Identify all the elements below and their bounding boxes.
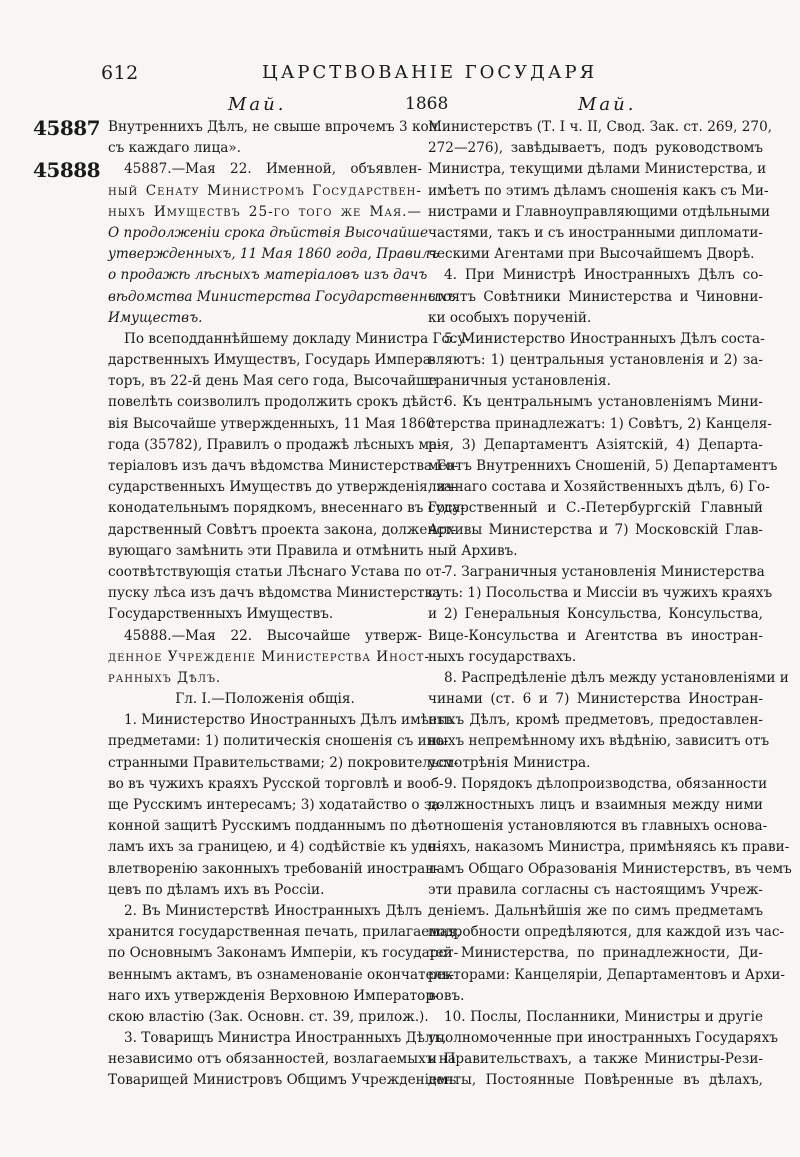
text-line: 45888.—Мая 22. Высочайше утверж-: [124, 627, 422, 644]
text-line: 6. Къ центральнымъ установленіямъ Мини-: [444, 394, 763, 411]
running-title: ЦАРСТВОВАНІЕ ГОСУДАРЯ: [262, 62, 598, 83]
text-line: эти правила согласны съ настоящимъ Учреж-: [428, 881, 763, 898]
text-line: вляютъ: 1) центральныя установленія и 2) за-: [428, 352, 763, 369]
text-line: наго ихъ утвержденія Верховною Император-: [108, 987, 439, 1004]
text-line: 9. Порядокъ дѣлопроизводства, обязанности: [444, 775, 768, 792]
text-line: теріаловъ изъ дачъ вѣдомства Министерства Го-: [108, 458, 459, 474]
text-line: и Правительствахъ, а также Министры-Рези-: [428, 1051, 763, 1068]
text-line: хранится государственная печать, прилагаемая,: [108, 924, 461, 941]
text-line: торъ, въ 22-й день Мая сего года, Высочайше: [108, 373, 437, 390]
text-line: пуску лѣса изъ дачъ вѣдомства Министерства: [108, 585, 441, 602]
text-line: ніяхъ, наказомъ Министра, примѣняясь къ прави-: [428, 839, 790, 856]
text-line: сударственныхъ Имуществъ до утвержденія, за-: [108, 479, 457, 496]
text-line: 4. При Министрѣ Иностранныхъ Дѣлъ со-: [444, 267, 763, 284]
year: 1868: [405, 94, 449, 114]
text-line: 7. Заграничныя установленія Министерства: [444, 563, 765, 580]
text-line: ныхъ государствахъ.: [428, 648, 577, 665]
text-line: цевъ по дѣламъ ихъ въ Россіи.: [108, 881, 325, 898]
page-number: 612: [101, 62, 139, 84]
text-line: ментъ Внутреннихъ Сношеній, 5) Департаментъ: [428, 458, 778, 474]
text-line: веннымъ актамъ, въ ознаменованіе окончатель-: [108, 966, 455, 983]
text-line: ный Сенату Министромъ Государствен-: [108, 182, 422, 199]
text-line: ческими Агентами при Высочайшемъ Дворѣ.: [428, 246, 755, 263]
text-line: вующаго замѣнить эти Правила и отмѣнить: [108, 542, 424, 559]
text-line: конной защитѣ Русскимъ подданнымъ по дѣ-: [108, 818, 433, 835]
text-line: личнаго состава и Хозяйственныхъ дѣлъ, 6) Го-: [428, 479, 770, 496]
text-line: ныхъ непремѣнному ихъ вѣдѣнію, зависитъ отъ: [428, 733, 770, 750]
text-line: деніемъ. Дальнѣйшія же по симъ предметамъ: [428, 902, 763, 919]
text-line: тей Министерства, по принадлежности, Ди-: [428, 945, 763, 962]
text-line: Архивы Министерства и 7) Московскій Глав-: [428, 521, 763, 538]
text-line: дарственный Совѣтъ проекта закона, долженст-: [108, 521, 457, 538]
text-line: дарственныхъ Имуществъ, Государь Импера-: [108, 352, 436, 369]
month-right: Май.: [578, 94, 637, 115]
margin-number: 45887: [33, 116, 101, 140]
text-line: 5. Министерство Иностранныхъ Дѣлъ соста-: [444, 330, 765, 347]
text-line: чинами (ст. 6 и 7) Министерства Иностран-: [428, 691, 763, 708]
text-line: нистрами и Главноуправляющими отдѣльными: [428, 203, 771, 220]
text-line: 3. Товарищъ Министра Иностранныхъ Дѣлъ,: [124, 1030, 447, 1047]
text-line: 2. Въ Министерствѣ Иностранныхъ Дѣлъ: [124, 902, 422, 919]
text-line: Имуществъ.: [108, 309, 203, 326]
text-line: Товарищей Министровъ Общимъ Учрежденіемъ: [108, 1072, 457, 1089]
text-line: ранныхъ Дѣлъ.: [108, 669, 222, 686]
text-line: подробности опредѣляются, для каждой изъ час-: [428, 924, 785, 941]
text-line: во въ чужихъ краяхъ Русской торговлѣ и вооб-: [108, 775, 444, 792]
text-line: соотвѣтствующія статьи Лѣснаго Устава по от-: [108, 563, 446, 580]
text-line: Гл. I.—Положенія общія.: [175, 691, 355, 708]
text-line: ныхъ Имуществъ 25-го того же Мая.—: [108, 203, 422, 220]
text-line: рія, 3) Департаментъ Азіятскій, 4) Департа-: [428, 436, 763, 453]
text-line: и 2) Генеральныя Консульства, Консульства,: [428, 606, 763, 623]
text-line: странными Правительствами; 2) покровительст-: [108, 754, 459, 771]
text-line: 10. Послы, Посланники, Министры и другіе: [444, 1008, 763, 1025]
text-line: о продажѣ лѣсныхъ матеріаловъ изъ дачъ: [108, 267, 428, 284]
text-line: ный Архивъ.: [428, 542, 518, 559]
text-line: уполномоченные при иностранныхъ Государяхъ: [428, 1030, 779, 1047]
text-line: повелѣть соизволилъ продолжить срокъ дѣйст-: [108, 394, 448, 411]
right-column: [428, 117, 792, 1092]
text-line: утвержденныхъ, 11 Мая 1860 года, Правилъ: [108, 246, 440, 263]
text-line: сударственный и С.-Петербургскій Главный: [428, 500, 763, 517]
text-line: вовъ.: [428, 987, 465, 1004]
text-line: частями, такъ и съ иностранными дипломати-: [428, 224, 763, 241]
text-line: денное Учрежденіе Министерства Иност-: [108, 648, 430, 665]
margin-number: 45888: [33, 158, 101, 182]
text-line: ректорами: Канцеляріи, Департаментовъ и Архи-: [428, 966, 786, 983]
text-line: влетворенію законныхъ требованій иностран-: [108, 860, 439, 877]
text-line: усмотрѣнія Министра.: [428, 754, 591, 771]
text-line: 272—276), завѣдываетъ, подъ руководствомъ: [428, 140, 763, 157]
text-line: Министерствъ (Т. I ч. II, Свод. Зак. ст. 269, 270,: [428, 119, 773, 135]
text-line: О продолженіи срока дѣйствія Высочайше: [108, 224, 429, 241]
text-line: ныхъ Дѣлъ, кромѣ предметовъ, предоставлен-: [428, 712, 763, 729]
text-line: имѣетъ по этимъ дѣламъ сношенія какъ съ Ми-: [428, 182, 769, 199]
text-line: Внутреннихъ Дѣлъ, не свыше впрочемъ 3 коп.: [108, 119, 443, 135]
text-line: Министра, текущими дѣлами Министерства, и: [428, 161, 767, 178]
text-line: ки особыхъ порученій.: [428, 309, 592, 326]
text-line: ламъ ихъ за границею, и 4) содѣйствіе къ удо-: [108, 839, 441, 856]
text-line: независимо отъ обязанностей, возлагаемыхъ на: [108, 1051, 456, 1068]
text-line: 45887.—Мая 22. Именной, объявлен-: [124, 161, 422, 178]
text-line: должностныхъ лицъ и взаимныя между ними: [428, 797, 763, 813]
text-line: стоятъ Совѣтники Министерства и Чиновни-: [428, 288, 763, 305]
text-line: предметами: 1) политическія сношенія съ ино-: [108, 733, 449, 750]
left-column: [108, 117, 470, 1092]
text-line: вія Высочайше утвержденныхъ, 11 Мая 1860: [108, 415, 435, 432]
text-line: ще Русскимъ интересамъ; 3) ходатайство о за-: [108, 797, 444, 813]
text-line: Вице-Консульства и Агентства въ иностран-: [428, 627, 763, 644]
text-line: граничныя установленія.: [428, 373, 611, 390]
text-line: денты, Постоянные Повѣренные въ дѣлахъ,: [428, 1072, 763, 1089]
text-line: по Основнымъ Законамъ Имперіи, къ государст-: [108, 945, 459, 962]
text-line: ламъ Общаго Образованія Министерствъ, въ чемъ: [428, 860, 792, 877]
text-line: 8. Распредѣленіе дѣлъ между установленіями и: [444, 669, 789, 686]
text-line: отношенія установляются въ главныхъ основа-: [428, 818, 768, 835]
text-line: вѣдомства Министерства Государственныхъ: [108, 288, 456, 305]
text-line: 1. Министерство Иностранныхъ Дѣлъ имѣетъ: [124, 712, 454, 729]
text-line: скою властію (Зак. Основн. ст. 39, прилож.).: [108, 1008, 429, 1025]
text-line: стерства принадлежатъ: 1) Совѣтъ, 2) Канцеля-: [428, 415, 772, 432]
text-line: года (35782), Правилъ о продажѣ лѣсныхъ ма-: [108, 436, 442, 453]
text-line: По всеподданнѣйшему докладу Министра Госу-: [124, 330, 470, 347]
text-line: съ каждаго лица».: [108, 140, 241, 157]
text-line: конодательнымъ порядкомъ, внесеннаго въ Госу-: [108, 500, 466, 517]
text-line: суть: 1) Посольства и Миссіи въ чужихъ краяхъ: [428, 585, 773, 602]
text-line: Государственныхъ Имуществъ.: [108, 606, 334, 623]
month-left: Май.: [228, 94, 287, 115]
